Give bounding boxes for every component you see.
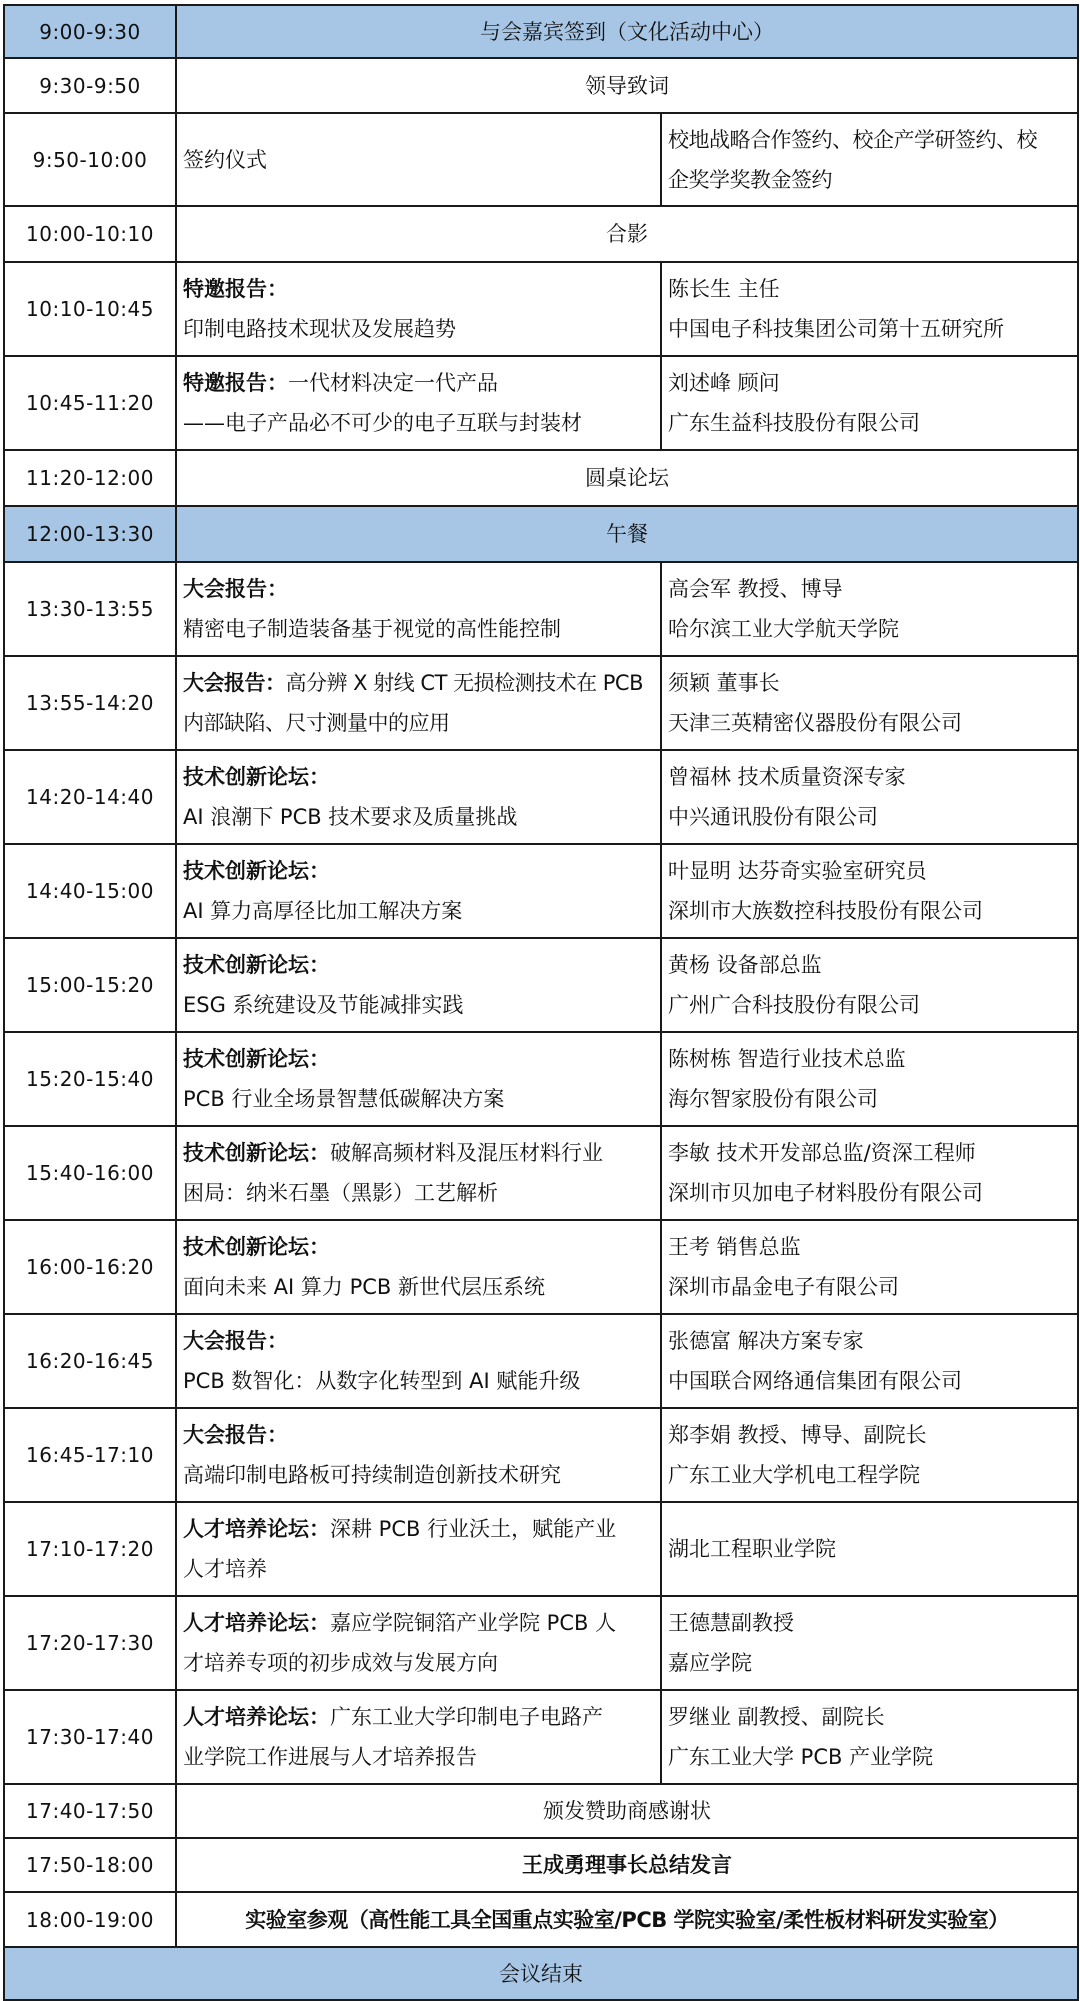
session-topic xyxy=(176,1314,661,1408)
time-cell: 16:00-16:20 xyxy=(4,1220,176,1314)
speaker-name: 陈长生 主任 xyxy=(668,277,780,301)
speaker-cell xyxy=(661,356,1078,450)
speaker-cell xyxy=(661,1408,1078,1502)
topic-line-2: AI 算力高厚径比加工解决方案 xyxy=(183,899,463,923)
topic-line-2: 业学院工作进展与人才培养报告 xyxy=(183,1745,477,1769)
topic-text: 嘉应学院铜箔产业学院 PCB 人 xyxy=(330,1611,617,1635)
time-cell: 17:30-17:40 xyxy=(4,1690,176,1784)
session-topic xyxy=(176,1126,661,1220)
topic-line-2: 面向未来 AI 算力 PCB 新世代层压系统 xyxy=(183,1275,545,1299)
topic-text: 一代材料决定一代产品 xyxy=(288,371,498,395)
speaker-cell xyxy=(661,1502,1078,1596)
topic-line-1 xyxy=(183,663,658,703)
speaker-org: 广东工业大学 PCB 产业学院 xyxy=(668,1745,934,1769)
topic-line-1 xyxy=(183,945,658,985)
closing-title: 会议结束 xyxy=(4,1947,1078,2000)
speaker-org: 哈尔滨工业大学航天学院 xyxy=(668,617,899,641)
session-topic xyxy=(176,1408,661,1502)
topic-line-1 xyxy=(183,1697,658,1737)
session-label: 技术创新论坛： xyxy=(183,765,330,789)
topic-line-1 xyxy=(183,1227,658,1267)
agenda-row xyxy=(4,1892,1078,1947)
speaker-cell xyxy=(661,1220,1078,1314)
topic-line-1 xyxy=(183,1039,658,1079)
agenda-row xyxy=(4,562,1078,656)
agenda-row xyxy=(4,356,1078,450)
topic-line-2: 高端印制电路板可持续制造创新技术研究 xyxy=(183,1463,561,1487)
session-title: 与会嘉宾签到（文化活动中心） xyxy=(176,5,1078,58)
speaker-org: 中国电子科技集团公司第十五研究所 xyxy=(668,317,1004,341)
agenda-row xyxy=(4,450,1078,506)
time-cell: 17:40-17:50 xyxy=(4,1784,176,1838)
time-cell: 10:45-11:20 xyxy=(4,356,176,450)
agenda-row xyxy=(4,656,1078,750)
time-cell: 13:55-14:20 xyxy=(4,656,176,750)
topic-text: 签约仪式 xyxy=(183,147,267,172)
speaker-org: 广东生益科技股份有限公司 xyxy=(668,411,920,435)
topic-text: 高分辨 X 射线 CT 无损检测技术在 PCB xyxy=(285,671,643,695)
topic-text: 深耕 PCB 行业沃土，赋能产业 xyxy=(330,1517,617,1541)
speaker-name: 罗继业 副教授、副院长 xyxy=(668,1705,885,1729)
agenda-row xyxy=(4,58,1078,113)
session-title: 午餐 xyxy=(176,506,1078,562)
speaker-name: 李敏 技术开发部总监/资深工程师 xyxy=(668,1141,976,1165)
speaker-name: 黄杨 设备部总监 xyxy=(668,953,822,977)
speaker-name: 高会军 教授、博导 xyxy=(668,577,843,601)
topic-line-2: 印制电路技术现状及发展趋势 xyxy=(183,317,456,341)
topic-line-1 xyxy=(183,757,658,797)
agenda-row xyxy=(4,5,1078,58)
session-title: 圆桌论坛 xyxy=(176,450,1078,506)
speaker-cell xyxy=(661,844,1078,938)
time-cell: 10:00-10:10 xyxy=(4,206,176,262)
session-topic xyxy=(176,1220,661,1314)
session-topic xyxy=(176,656,661,750)
speaker-org: 深圳市贝加电子材料股份有限公司 xyxy=(668,1181,983,1205)
speaker-org: 深圳市晶金电子有限公司 xyxy=(668,1275,899,1299)
speaker-cell xyxy=(661,1690,1078,1784)
time-cell: 18:00-19:00 xyxy=(4,1892,176,1947)
speaker-cell xyxy=(661,562,1078,656)
session-title: 颁发赞助商感谢状 xyxy=(176,1784,1078,1838)
agenda-row xyxy=(4,1690,1078,1784)
session-label: 大会报告： xyxy=(183,577,288,601)
agenda-row xyxy=(4,1596,1078,1690)
speaker-cell xyxy=(661,656,1078,750)
topic-line-2: AI 浪潮下 PCB 技术要求及质量挑战 xyxy=(183,805,518,829)
session-topic xyxy=(176,113,661,206)
time-cell: 17:20-17:30 xyxy=(4,1596,176,1690)
time-cell: 16:20-16:45 xyxy=(4,1314,176,1408)
speaker-org: 天津三英精密仪器股份有限公司 xyxy=(668,711,962,735)
speaker-org: 广东工业大学机电工程学院 xyxy=(668,1463,920,1487)
speaker-org: 嘉应学院 xyxy=(668,1651,752,1675)
session-topic xyxy=(176,1032,661,1126)
session-title: 合影 xyxy=(176,206,1078,262)
speaker-cell xyxy=(661,1314,1078,1408)
time-cell: 12:00-13:30 xyxy=(4,506,176,562)
session-title: 领导致词 xyxy=(176,58,1078,113)
speaker-name: 陈树栋 智造行业技术总监 xyxy=(668,1047,906,1071)
agenda-row xyxy=(4,1784,1078,1838)
session-label: 人才培养论坛： xyxy=(183,1705,330,1729)
session-topic xyxy=(176,262,661,356)
topic-line-1 xyxy=(183,1321,658,1361)
speaker-name: 郑李娟 教授、博导、副院长 xyxy=(668,1423,927,1447)
session-topic xyxy=(176,562,661,656)
session-topic xyxy=(176,1596,661,1690)
topic-line-2: 才培养专项的初步成效与发展方向 xyxy=(183,1651,498,1675)
session-label: 技术创新论坛： xyxy=(183,859,330,883)
time-cell: 15:20-15:40 xyxy=(4,1032,176,1126)
topic-line-1 xyxy=(183,569,658,609)
time-cell: 17:10-17:20 xyxy=(4,1502,176,1596)
agenda-row xyxy=(4,844,1078,938)
agenda-row xyxy=(4,1838,1078,1892)
session-label: 大会报告： xyxy=(183,1329,288,1353)
topic-line-2: PCB 数智化：从数字化转型到 AI 赋能升级 xyxy=(183,1369,581,1393)
speaker-name: 须颖 董事长 xyxy=(668,671,780,695)
topic-line-2: 困局：纳米石墨（黑影）工艺解析 xyxy=(183,1181,498,1205)
agenda-row xyxy=(4,1220,1078,1314)
session-label: 技术创新论坛： xyxy=(183,1141,330,1165)
detail-line-1: 校地战略合作签约、校企产学研签约、校 xyxy=(668,127,1037,152)
time-cell: 14:20-14:40 xyxy=(4,750,176,844)
session-label: 技术创新论坛： xyxy=(183,953,330,977)
time-cell: 9:30-9:50 xyxy=(4,58,176,113)
agenda-row xyxy=(4,938,1078,1032)
topic-line-1 xyxy=(183,1133,658,1173)
session-label: 大会报告： xyxy=(183,1423,288,1447)
agenda-row xyxy=(4,206,1078,262)
speaker-cell xyxy=(661,750,1078,844)
topic-line-2: ESG 系统建设及节能减排实践 xyxy=(183,993,464,1017)
agenda-table xyxy=(3,4,1079,2001)
speaker-name: 刘述峰 顾问 xyxy=(668,371,780,395)
session-topic xyxy=(176,356,661,450)
agenda-row xyxy=(4,262,1078,356)
session-topic xyxy=(176,1690,661,1784)
session-label: 特邀报告： xyxy=(183,371,288,395)
speaker-org: 中国联合网络通信集团有限公司 xyxy=(668,1369,962,1393)
session-title: 王成勇理事长总结发言 xyxy=(176,1838,1078,1892)
time-cell: 11:20-12:00 xyxy=(4,450,176,506)
session-topic xyxy=(176,750,661,844)
agenda-row xyxy=(4,750,1078,844)
topic-line-1 xyxy=(183,269,658,309)
topic-line-1 xyxy=(183,363,658,403)
time-cell: 15:40-16:00 xyxy=(4,1126,176,1220)
time-cell: 16:45-17:10 xyxy=(4,1408,176,1502)
detail-line-2: 企奖学奖教金签约 xyxy=(668,167,832,192)
session-detail xyxy=(661,113,1078,206)
speaker-name: 曾福林 技术质量资深专家 xyxy=(668,765,906,789)
session-label: 技术创新论坛： xyxy=(183,1235,330,1259)
agenda-row xyxy=(4,1502,1078,1596)
topic-line-1 xyxy=(183,851,658,891)
topic-line-1 xyxy=(183,1509,658,1549)
agenda-row xyxy=(4,1408,1078,1502)
speaker-org: 湖北工程职业学院 xyxy=(668,1537,836,1561)
speaker-cell xyxy=(661,938,1078,1032)
speaker-name: 王考 销售总监 xyxy=(668,1235,801,1259)
time-cell: 17:50-18:00 xyxy=(4,1838,176,1892)
speaker-name: 王德慧副教授 xyxy=(668,1611,794,1635)
topic-line-1 xyxy=(183,1415,658,1455)
time-cell: 13:30-13:55 xyxy=(4,562,176,656)
speaker-name: 叶显明 达芬奇实验室研究员 xyxy=(668,859,927,883)
session-topic xyxy=(176,844,661,938)
topic-line-2: 人才培养 xyxy=(183,1557,267,1581)
speaker-cell xyxy=(661,1032,1078,1126)
speaker-org: 广州广合科技股份有限公司 xyxy=(668,993,920,1017)
topic-line-2: ——电子产品必不可少的电子互联与封装材 xyxy=(183,411,582,435)
topic-text: 广东工业大学印制电子电路产 xyxy=(330,1705,603,1729)
speaker-cell xyxy=(661,1596,1078,1690)
agenda-row xyxy=(4,506,1078,562)
speaker-name: 张德富 解决方案专家 xyxy=(668,1329,864,1353)
time-cell: 9:50-10:00 xyxy=(4,113,176,206)
speaker-org: 海尔智家股份有限公司 xyxy=(668,1087,878,1111)
time-cell: 9:00-9:30 xyxy=(4,5,176,58)
time-cell: 15:00-15:20 xyxy=(4,938,176,1032)
time-cell: 10:10-10:45 xyxy=(4,262,176,356)
agenda-row xyxy=(4,1032,1078,1126)
topic-line-2: 精密电子制造装备基于视觉的高性能控制 xyxy=(183,617,561,641)
session-topic xyxy=(176,938,661,1032)
session-label: 大会报告： xyxy=(183,671,286,695)
agenda-row xyxy=(4,1126,1078,1220)
speaker-cell xyxy=(661,262,1078,356)
topic-line-1 xyxy=(183,1603,658,1643)
agenda-row xyxy=(4,1947,1078,2000)
time-cell: 14:40-15:00 xyxy=(4,844,176,938)
agenda-row xyxy=(4,1314,1078,1408)
speaker-cell xyxy=(661,1126,1078,1220)
topic-line-2: 内部缺陷、尺寸测量中的应用 xyxy=(183,711,450,735)
topic-text: 破解高频材料及混压材料行业 xyxy=(330,1141,603,1165)
speaker-org: 中兴通讯股份有限公司 xyxy=(668,805,878,829)
session-topic xyxy=(176,1502,661,1596)
session-label: 人才培养论坛： xyxy=(183,1517,330,1541)
session-title: 实验室参观（高性能工具全国重点实验室/PCB 学院实验室/柔性板材料研发实验室） xyxy=(176,1892,1078,1947)
agenda-row xyxy=(4,113,1078,206)
session-label: 特邀报告： xyxy=(183,277,288,301)
speaker-org: 深圳市大族数控科技股份有限公司 xyxy=(668,899,983,923)
session-label: 人才培养论坛： xyxy=(183,1611,330,1635)
session-label: 技术创新论坛： xyxy=(183,1047,330,1071)
topic-line-2: PCB 行业全场景智慧低碳解决方案 xyxy=(183,1087,505,1111)
